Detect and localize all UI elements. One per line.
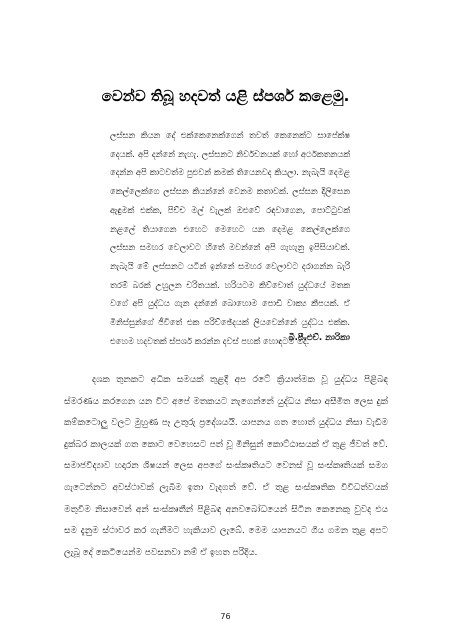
page-number: 76 [220,612,231,621]
quote-block [110,126,350,350]
quote-attribution: බී.පී.එච්. නාරිකා [288,333,350,343]
quote-paragraph: ලස්සන කියන දේ එක්කෙනෙක්ගෙන් තවත් කෙනෙක්ට සාපේක්ෂ දෙයක්. අපි දන්නේ නැහැ. ලස්සනට නිර්වචනයක් හෝ අර්ථකතනයක් දෙන්න අපි කාටවත්ම පුළුවන් කමක් තියෙනවද කියලා. නැබැයි දෙමළ කෙල්ලෙක්ගෙ ලස්සන කියන්නේ වෙනම කතාවක්. ලස්සන දිලිසෙන ඇඳුමක් එක්ක, පිච්ච මල් වැලක් ඔළුවේ රඳවාගෙන, පොට්ටුවක් නළලේ තියාගෙන එහෙට මෙහෙට යන දෙමළ කෙල්ලෙක්ගෙ ලස්සන සමහර වෙලාවට හිතේ මවන්නේ අපි ගැහැනු ඉපිසියාවක්. නැබැයි මේ ලස්සනට යටින් ඉන්නේ සමහර වෙලාවට දරාගන්න බැරි තරම් බරක් උහුලන චරිතයක්. හරියටම කිව්වොත් යුද්ධයේ මතක වගේ අපි යුද්ධය ගැන දන්නේ බොහොම පොඩි වාක්‍ය කීපයක්. ඒ මිනිස්සුන්ගේ ජීවිතේ එක පරිච්ඡේදයක් ලියවෙන්නේ යුද්ධය එක්ක. එහෙම හදවතක් ස්පර්ශ කරන්න දවස් පහක් හොඳටම මදි. [110,130,350,346]
body-paragraph: දශක තුනකට අධික සමයක් තුළදී අප රටේ ක්‍රියාත්මක වූ යුද්ධය පිළිබඳ ස්මරණය කරගෙන යන විට අපේ මතකයට නැගෙන්නේ යුද්ධය නිසා අසීමිත ලෙස දුක් කම්කටොලු වලට මුහුණ පෑ උතුරු ප්‍රදේශයයි. යාපනය ගත හොත් යුද්ධය නිසා වැඩිම දුක්බර කාලයක් ගත කොට වෙහෙසට පත් වූ මිනිසුන් කොට්ඨාසයක් ඒ තුළ ජීවත් වේ. සමාජවිද්‍යාව හදාරන ශිෂයන් ලෙස අපගේ සංස්කෘතියට වෙනස් වූ සංස්කෘතියක් සමග ගැටෙන්නට අවස්ථාවක් ලැබීම ඉතා වැදගත් වේ. ඒ තුළ සංස්කෘතික විවිධත්වයක් මතුවීම නිසාවෙන් අන් සංස්කෘතීන් පිළිබඳ අනවබෝධයෙන් සිටින කෙනෙකු වුවද එය සම දැනුම ස්ථාවර කර ගැනීමට හැකියාව ලැබේ. මෙම යාපනයට ගිය ගමන තුළ අපට ලැබූ දේ කෙටියෙන්ම පවසනවා නම් ඒ ඉහත පරිදිය. [64,375,388,558]
article-title: වෙන්ව තිබූ හදවත් යළි ස්පර්ශ කළෙමු. [101,87,350,105]
body-text-block [64,370,388,564]
